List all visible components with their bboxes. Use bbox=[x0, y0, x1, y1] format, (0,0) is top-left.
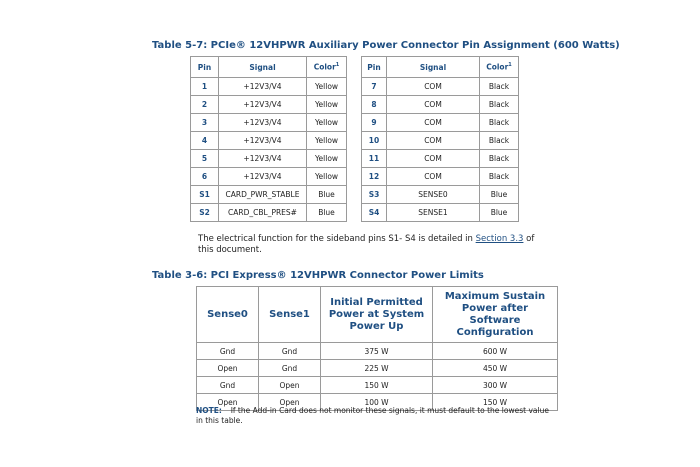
sense1-cell: Gnd bbox=[259, 360, 321, 377]
pin-color: Blue bbox=[307, 186, 347, 204]
pin-header: Pin bbox=[191, 57, 219, 78]
paragraph-text: The electrical function for the sideband pins S1- S4 is detailed in bbox=[198, 234, 476, 244]
sense1-header: Sense1 bbox=[259, 287, 321, 343]
note-label: NOTE: bbox=[196, 406, 222, 415]
pin-number: 11 bbox=[362, 150, 387, 168]
sense0-header: Sense0 bbox=[197, 287, 259, 343]
pin-table-right bbox=[361, 56, 519, 222]
pin-number: S2 bbox=[191, 204, 219, 222]
pin-color: Yellow bbox=[307, 114, 347, 132]
power-limits-table bbox=[196, 286, 558, 411]
pin-color: Black bbox=[480, 132, 519, 150]
power-row bbox=[197, 360, 558, 377]
pin-color: Yellow bbox=[307, 168, 347, 186]
pin-number: 3 bbox=[191, 114, 219, 132]
initial-power-cell: 150 W bbox=[321, 377, 433, 394]
pin-number: 9 bbox=[362, 114, 387, 132]
pin-number: S1 bbox=[191, 186, 219, 204]
pin-color: Blue bbox=[480, 204, 519, 222]
pin-color: Yellow bbox=[307, 150, 347, 168]
pin-color: Black bbox=[480, 96, 519, 114]
max-power-header: Maximum Sustain Power after Software Configuration bbox=[433, 287, 558, 343]
pin-signal: +12V3/V4 bbox=[219, 78, 307, 96]
pin-row bbox=[191, 186, 347, 204]
pin-number: 7 bbox=[362, 78, 387, 96]
pin-color: Blue bbox=[307, 204, 347, 222]
pin-signal: +12V3/V4 bbox=[219, 132, 307, 150]
pin-signal: +12V3/V4 bbox=[219, 96, 307, 114]
pin-number: 5 bbox=[191, 150, 219, 168]
pin-signal: COM bbox=[387, 78, 480, 96]
pin-signal: COM bbox=[387, 114, 480, 132]
sense1-cell: Gnd bbox=[259, 343, 321, 360]
pin-row bbox=[362, 168, 519, 186]
sense1-cell: Open bbox=[259, 377, 321, 394]
power-row bbox=[197, 377, 558, 394]
signal-header: Signal bbox=[387, 57, 480, 78]
max-power-cell: 450 W bbox=[433, 360, 558, 377]
pin-signal: COM bbox=[387, 168, 480, 186]
table2-caption: Table 3-6: PCI Express® 12VHPWR Connector Power Limits bbox=[152, 270, 484, 281]
pin-number: 2 bbox=[191, 96, 219, 114]
initial-power-cell: 225 W bbox=[321, 360, 433, 377]
sense0-cell: Gnd bbox=[197, 377, 259, 394]
pin-row bbox=[362, 132, 519, 150]
pin-row bbox=[191, 204, 347, 222]
pin-row bbox=[362, 114, 519, 132]
pin-signal: COM bbox=[387, 96, 480, 114]
max-power-cell: 150 W bbox=[433, 394, 558, 411]
power-row bbox=[197, 343, 558, 360]
pin-color: Blue bbox=[480, 186, 519, 204]
pin-number: S3 bbox=[362, 186, 387, 204]
pin-color: Black bbox=[480, 114, 519, 132]
pin-row bbox=[191, 150, 347, 168]
signal-header: Signal bbox=[219, 57, 307, 78]
pin-header: Pin bbox=[362, 57, 387, 78]
pin-number: 6 bbox=[191, 168, 219, 186]
pin-number: 8 bbox=[362, 96, 387, 114]
pin-color: Black bbox=[480, 168, 519, 186]
pin-number: 10 bbox=[362, 132, 387, 150]
note-text: If the Add-in Card does not monitor these signals, it must default to the lowest value in this table. bbox=[196, 406, 549, 425]
pin-row bbox=[362, 78, 519, 96]
color-header: Color$^1$ bbox=[480, 57, 519, 78]
pin-color: Yellow bbox=[307, 96, 347, 114]
initial-power-cell: 375 W bbox=[321, 343, 433, 360]
initial-power-header: Initial Permitted Power at System Power Up bbox=[321, 287, 433, 343]
pin-signal: SENSE0 bbox=[387, 186, 480, 204]
pin-row bbox=[362, 150, 519, 168]
pin-signal: +12V3/V4 bbox=[219, 114, 307, 132]
pin-number: 4 bbox=[191, 132, 219, 150]
sense0-cell: Gnd bbox=[197, 343, 259, 360]
max-power-cell: 300 W bbox=[433, 377, 558, 394]
pin-signal: +12V3/V4 bbox=[219, 168, 307, 186]
pin-signal: CARD_CBL_PRES# bbox=[219, 204, 307, 222]
initial-power-cell: 100 W bbox=[321, 394, 433, 411]
sideband-paragraph bbox=[198, 234, 548, 256]
table1-caption: Table 5-7: PCIe® 12VHPWR Auxiliary Power Connector Pin Assignment (600 Watts) bbox=[152, 40, 620, 51]
pin-signal: COM bbox=[387, 132, 480, 150]
max-power-cell: 600 W bbox=[433, 343, 558, 360]
sense0-cell: Open bbox=[197, 394, 259, 411]
pin-color: Yellow bbox=[307, 78, 347, 96]
pin-number: 12 bbox=[362, 168, 387, 186]
pin-row bbox=[191, 96, 347, 114]
pin-number: S4 bbox=[362, 204, 387, 222]
sense1-cell: Open bbox=[259, 394, 321, 411]
pin-row bbox=[362, 186, 519, 204]
table-note bbox=[196, 406, 556, 426]
pin-number: 1 bbox=[191, 78, 219, 96]
pin-row bbox=[191, 78, 347, 96]
pin-signal: SENSE1 bbox=[387, 204, 480, 222]
paragraph-text-end: of this document. bbox=[198, 234, 535, 255]
pin-signal: +12V3/V4 bbox=[219, 150, 307, 168]
pin-row bbox=[362, 204, 519, 222]
pin-row bbox=[191, 168, 347, 186]
pin-row bbox=[191, 132, 347, 150]
pin-row bbox=[362, 96, 519, 114]
sense0-cell: Open bbox=[197, 360, 259, 377]
pin-signal: CARD_PWR_STABLE bbox=[219, 186, 307, 204]
pin-table-left bbox=[190, 56, 347, 222]
pin-signal: COM bbox=[387, 150, 480, 168]
section-link[interactable]: Section 3.3 bbox=[475, 234, 524, 244]
pin-color: Yellow bbox=[307, 132, 347, 150]
color-header: Color$^1$ bbox=[307, 57, 347, 78]
pin-color: Black bbox=[480, 150, 519, 168]
pin-row bbox=[191, 114, 347, 132]
pin-color: Black bbox=[480, 78, 519, 96]
